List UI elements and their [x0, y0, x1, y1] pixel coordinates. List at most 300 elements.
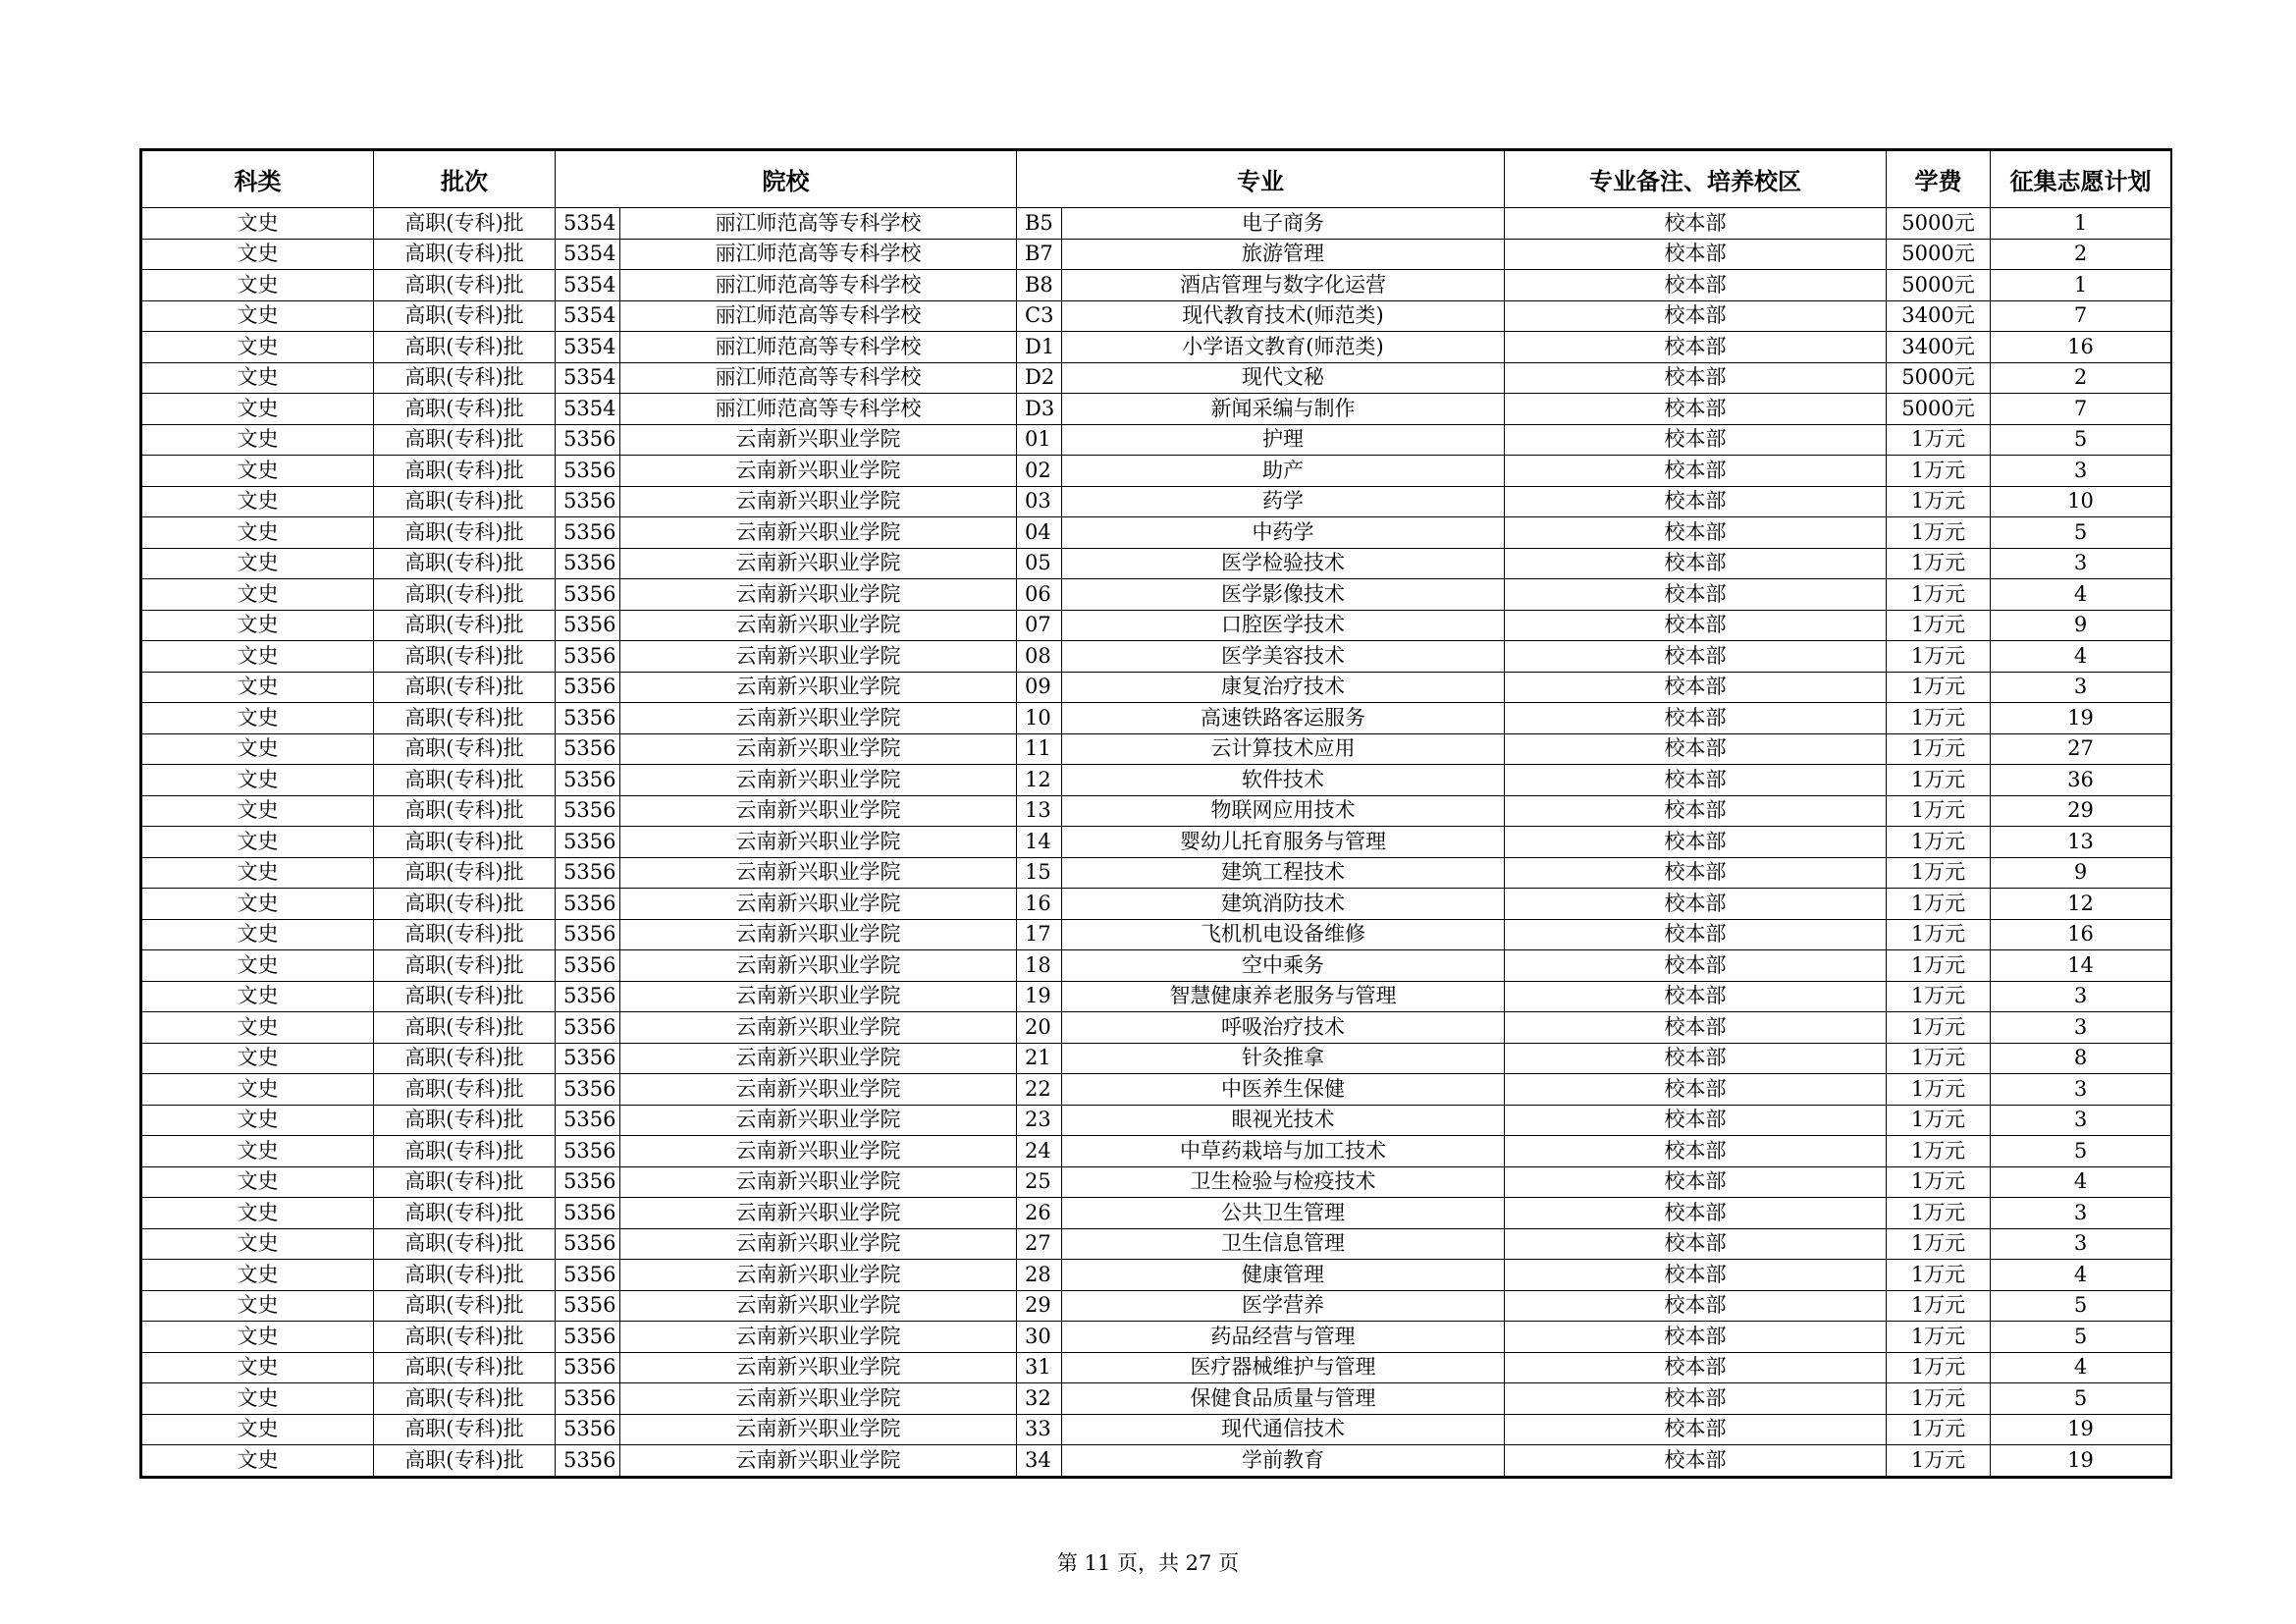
cell-fee: 1万元: [1887, 1012, 1991, 1044]
page-footer: 第 11 页，共 27 页: [1056, 1551, 1240, 1575]
cell-school-name: 云南新兴职业学院: [620, 765, 1017, 796]
cell-major-name: 助产: [1062, 456, 1505, 487]
cell-plan: 3: [1991, 456, 2171, 487]
cell-plan: 3: [1991, 1074, 2171, 1106]
cell-notes: 校本部: [1505, 1012, 1887, 1044]
cell-major-name: 物联网应用技术: [1062, 795, 1505, 827]
cell-subject: 文史: [142, 1383, 374, 1415]
cell-fee: 1万元: [1887, 919, 1991, 950]
cell-major-code: 24: [1017, 1136, 1062, 1167]
cell-plan: 16: [1991, 332, 2171, 363]
cell-fee: 1万元: [1887, 1228, 1991, 1260]
cell-major-code: 01: [1017, 424, 1062, 456]
cell-fee: 1万元: [1887, 1043, 1991, 1074]
cell-batch: 高职(专科)批: [374, 1352, 556, 1383]
cell-batch: 高职(专科)批: [374, 1166, 556, 1198]
cell-subject: 文史: [142, 1166, 374, 1198]
cell-fee: 5000元: [1887, 362, 1991, 394]
cell-plan: 3: [1991, 981, 2171, 1012]
cell-school-code: 5356: [556, 765, 620, 796]
cell-subject: 文史: [142, 919, 374, 950]
cell-subject: 文史: [142, 548, 374, 579]
cell-plan: 3: [1991, 1105, 2171, 1136]
cell-notes: 校本部: [1505, 270, 1887, 301]
cell-school-name: 云南新兴职业学院: [620, 1105, 1017, 1136]
cell-school-code: 5356: [556, 1228, 620, 1260]
table-row: [142, 703, 2171, 734]
cell-school-name: 云南新兴职业学院: [620, 641, 1017, 673]
table-row: [142, 733, 2171, 765]
cell-batch: 高职(专科)批: [374, 548, 556, 579]
cell-school-code: 5356: [556, 1352, 620, 1383]
table-row: [142, 300, 2171, 332]
cell-notes: 校本部: [1505, 1105, 1887, 1136]
cell-batch: 高职(专科)批: [374, 827, 556, 858]
cell-major-code: 32: [1017, 1383, 1062, 1415]
cell-plan: 5: [1991, 1290, 2171, 1322]
cell-school-code: 5356: [556, 733, 620, 765]
cell-notes: 校本部: [1505, 1074, 1887, 1106]
cell-school-name: 云南新兴职业学院: [620, 1198, 1017, 1229]
cell-school-name: 云南新兴职业学院: [620, 1290, 1017, 1322]
cell-notes: 校本部: [1505, 765, 1887, 796]
cell-major-name: 中草药栽培与加工技术: [1062, 1136, 1505, 1167]
cell-major-name: 建筑工程技术: [1062, 857, 1505, 889]
cell-school-name: 云南新兴职业学院: [620, 733, 1017, 765]
table-row: [142, 1166, 2171, 1198]
cell-school-name: 云南新兴职业学院: [620, 703, 1017, 734]
cell-school-name: 云南新兴职业学院: [620, 981, 1017, 1012]
table-row: [142, 610, 2171, 641]
cell-subject: 文史: [142, 889, 374, 920]
cell-notes: 校本部: [1505, 456, 1887, 487]
table-row: [142, 1352, 2171, 1383]
cell-batch: 高职(专科)批: [374, 208, 556, 240]
cell-school-code: 5356: [556, 456, 620, 487]
cell-major-code: 17: [1017, 919, 1062, 950]
header-fee: 学费: [1887, 151, 1991, 208]
cell-major-name: 建筑消防技术: [1062, 889, 1505, 920]
cell-school-name: 丽江师范高等专科学校: [620, 300, 1017, 332]
cell-plan: 5: [1991, 1322, 2171, 1353]
cell-plan: 9: [1991, 610, 2171, 641]
cell-major-code: 10: [1017, 703, 1062, 734]
cell-major-name: 酒店管理与数字化运营: [1062, 270, 1505, 301]
cell-school-code: 5356: [556, 1012, 620, 1044]
cell-major-name: 健康管理: [1062, 1260, 1505, 1291]
cell-notes: 校本部: [1505, 672, 1887, 703]
cell-major-name: 药学: [1062, 486, 1505, 517]
cell-batch: 高职(专科)批: [374, 889, 556, 920]
cell-major-code: 09: [1017, 672, 1062, 703]
cell-batch: 高职(专科)批: [374, 1290, 556, 1322]
cell-major-name: 婴幼儿托育服务与管理: [1062, 827, 1505, 858]
cell-major-name: 康复治疗技术: [1062, 672, 1505, 703]
cell-fee: 1万元: [1887, 1290, 1991, 1322]
cell-major-code: 16: [1017, 889, 1062, 920]
cell-plan: 3: [1991, 1012, 2171, 1044]
header-plan: 征集志愿计划: [1991, 151, 2171, 208]
cell-major-code: 12: [1017, 765, 1062, 796]
cell-fee: 1万元: [1887, 1136, 1991, 1167]
cell-notes: 校本部: [1505, 332, 1887, 363]
cell-notes: 校本部: [1505, 208, 1887, 240]
cell-fee: 1万元: [1887, 456, 1991, 487]
cell-major-code: 22: [1017, 1074, 1062, 1106]
cell-school-name: 云南新兴职业学院: [620, 456, 1017, 487]
cell-plan: 5: [1991, 517, 2171, 549]
table-row: [142, 270, 2171, 301]
cell-batch: 高职(专科)批: [374, 1445, 556, 1477]
cell-subject: 文史: [142, 641, 374, 673]
cell-batch: 高职(专科)批: [374, 733, 556, 765]
cell-notes: 校本部: [1505, 1043, 1887, 1074]
cell-plan: 4: [1991, 579, 2171, 611]
cell-fee: 1万元: [1887, 548, 1991, 579]
cell-fee: 1万元: [1887, 703, 1991, 734]
cell-school-name: 云南新兴职业学院: [620, 889, 1017, 920]
cell-plan: 4: [1991, 1260, 2171, 1291]
table-row: [142, 1136, 2171, 1167]
cell-subject: 文史: [142, 1290, 374, 1322]
cell-plan: 5: [1991, 1136, 2171, 1167]
cell-notes: 校本部: [1505, 1260, 1887, 1291]
cell-subject: 文史: [142, 456, 374, 487]
cell-school-code: 5356: [556, 950, 620, 982]
cell-major-name: 新闻采编与制作: [1062, 394, 1505, 425]
table-row: [142, 1383, 2171, 1415]
cell-major-code: 05: [1017, 548, 1062, 579]
cell-batch: 高职(专科)批: [374, 362, 556, 394]
cell-fee: 1万元: [1887, 1383, 1991, 1415]
cell-school-code: 5356: [556, 1260, 620, 1291]
cell-school-name: 云南新兴职业学院: [620, 424, 1017, 456]
cell-batch: 高职(专科)批: [374, 1260, 556, 1291]
cell-school-code: 5356: [556, 703, 620, 734]
table-row: [142, 827, 2171, 858]
cell-major-code: 07: [1017, 610, 1062, 641]
cell-major-name: 医学营养: [1062, 1290, 1505, 1322]
cell-batch: 高职(专科)批: [374, 1383, 556, 1415]
cell-batch: 高职(专科)批: [374, 610, 556, 641]
cell-major-name: 现代文秘: [1062, 362, 1505, 394]
cell-school-name: 云南新兴职业学院: [620, 827, 1017, 858]
cell-fee: 1万元: [1887, 827, 1991, 858]
cell-school-name: 云南新兴职业学院: [620, 950, 1017, 982]
cell-subject: 文史: [142, 486, 374, 517]
cell-major-code: 08: [1017, 641, 1062, 673]
cell-batch: 高职(专科)批: [374, 950, 556, 982]
cell-fee: 1万元: [1887, 1260, 1991, 1291]
cell-major-name: 卫生检验与检疫技术: [1062, 1166, 1505, 1198]
cell-school-code: 5356: [556, 1198, 620, 1229]
cell-school-code: 5354: [556, 239, 620, 270]
cell-school-code: 5354: [556, 300, 620, 332]
cell-plan: 16: [1991, 919, 2171, 950]
cell-notes: 校本部: [1505, 579, 1887, 611]
cell-batch: 高职(专科)批: [374, 1198, 556, 1229]
cell-major-code: B8: [1017, 270, 1062, 301]
table-row: [142, 394, 2171, 425]
cell-plan: 3: [1991, 672, 2171, 703]
header-school: 院校: [556, 151, 1017, 208]
cell-fee: 3400元: [1887, 332, 1991, 363]
cell-plan: 19: [1991, 703, 2171, 734]
cell-subject: 文史: [142, 239, 374, 270]
cell-subject: 文史: [142, 610, 374, 641]
cell-batch: 高职(专科)批: [374, 1043, 556, 1074]
cell-major-name: 现代教育技术(师范类): [1062, 300, 1505, 332]
cell-subject: 文史: [142, 857, 374, 889]
cell-subject: 文史: [142, 1228, 374, 1260]
cell-major-code: D1: [1017, 332, 1062, 363]
cell-school-code: 5356: [556, 548, 620, 579]
cell-major-code: D2: [1017, 362, 1062, 394]
cell-school-code: 5354: [556, 394, 620, 425]
cell-school-name: 云南新兴职业学院: [620, 1166, 1017, 1198]
cell-fee: 1万元: [1887, 424, 1991, 456]
cell-major-code: 25: [1017, 1166, 1062, 1198]
cell-fee: 1万元: [1887, 610, 1991, 641]
cell-fee: 1万元: [1887, 486, 1991, 517]
header-major: 专业: [1017, 151, 1505, 208]
cell-major-name: 小学语文教育(师范类): [1062, 332, 1505, 363]
cell-school-code: 5356: [556, 1136, 620, 1167]
table-row: [142, 1260, 2171, 1291]
cell-major-code: 27: [1017, 1228, 1062, 1260]
cell-plan: 1: [1991, 270, 2171, 301]
cell-plan: 10: [1991, 486, 2171, 517]
cell-fee: 5000元: [1887, 239, 1991, 270]
cell-school-code: 5356: [556, 981, 620, 1012]
cell-subject: 文史: [142, 1105, 374, 1136]
cell-major-name: 医学检验技术: [1062, 548, 1505, 579]
cell-subject: 文史: [142, 1445, 374, 1477]
cell-major-code: 21: [1017, 1043, 1062, 1074]
cell-school-name: 云南新兴职业学院: [620, 672, 1017, 703]
table-row: [142, 332, 2171, 363]
cell-fee: 1万元: [1887, 641, 1991, 673]
cell-school-code: 5356: [556, 919, 620, 950]
cell-batch: 高职(专科)批: [374, 1136, 556, 1167]
cell-notes: 校本部: [1505, 827, 1887, 858]
admissions-table-sheet: [139, 148, 2172, 1479]
cell-batch: 高职(专科)批: [374, 1105, 556, 1136]
cell-subject: 文史: [142, 950, 374, 982]
cell-major-code: 30: [1017, 1322, 1062, 1353]
cell-fee: 1万元: [1887, 889, 1991, 920]
cell-school-code: 5356: [556, 1074, 620, 1106]
cell-plan: 7: [1991, 394, 2171, 425]
cell-school-name: 丽江师范高等专科学校: [620, 208, 1017, 240]
cell-major-name: 中药学: [1062, 517, 1505, 549]
cell-notes: 校本部: [1505, 300, 1887, 332]
cell-notes: 校本部: [1505, 1136, 1887, 1167]
cell-plan: 2: [1991, 239, 2171, 270]
cell-school-code: 5356: [556, 1414, 620, 1445]
cell-subject: 文史: [142, 765, 374, 796]
cell-major-name: 呼吸治疗技术: [1062, 1012, 1505, 1044]
table-row: [142, 672, 2171, 703]
cell-school-name: 丽江师范高等专科学校: [620, 332, 1017, 363]
cell-subject: 文史: [142, 733, 374, 765]
cell-plan: 19: [1991, 1414, 2171, 1445]
cell-school-code: 5356: [556, 1445, 620, 1477]
cell-major-name: 电子商务: [1062, 208, 1505, 240]
cell-fee: 1万元: [1887, 517, 1991, 549]
table-row: [142, 919, 2171, 950]
cell-subject: 文史: [142, 981, 374, 1012]
cell-plan: 13: [1991, 827, 2171, 858]
cell-major-name: 保健食品质量与管理: [1062, 1383, 1505, 1415]
cell-batch: 高职(专科)批: [374, 456, 556, 487]
table-row: [142, 456, 2171, 487]
cell-major-code: 13: [1017, 795, 1062, 827]
cell-notes: 校本部: [1505, 548, 1887, 579]
cell-subject: 文史: [142, 1352, 374, 1383]
cell-school-name: 云南新兴职业学院: [620, 579, 1017, 611]
cell-school-name: 云南新兴职业学院: [620, 1228, 1017, 1260]
cell-notes: 校本部: [1505, 1290, 1887, 1322]
table-row: [142, 239, 2171, 270]
cell-notes: 校本部: [1505, 950, 1887, 982]
table-row: [142, 362, 2171, 394]
cell-major-code: 31: [1017, 1352, 1062, 1383]
cell-subject: 文史: [142, 424, 374, 456]
cell-school-name: 云南新兴职业学院: [620, 919, 1017, 950]
cell-fee: 1万元: [1887, 795, 1991, 827]
cell-school-code: 5354: [556, 332, 620, 363]
cell-batch: 高职(专科)批: [374, 394, 556, 425]
table-row: [142, 1198, 2171, 1229]
cell-fee: 1万元: [1887, 1074, 1991, 1106]
cell-school-code: 5356: [556, 424, 620, 456]
cell-school-code: 5356: [556, 1383, 620, 1415]
table-row: [142, 486, 2171, 517]
cell-plan: 3: [1991, 548, 2171, 579]
cell-plan: 2: [1991, 362, 2171, 394]
cell-notes: 校本部: [1505, 610, 1887, 641]
cell-fee: 1万元: [1887, 1445, 1991, 1477]
cell-fee: 5000元: [1887, 270, 1991, 301]
cell-batch: 高职(专科)批: [374, 703, 556, 734]
cell-notes: 校本部: [1505, 362, 1887, 394]
cell-notes: 校本部: [1505, 1445, 1887, 1477]
header-notes: 专业备注、培养校区: [1505, 151, 1887, 208]
cell-notes: 校本部: [1505, 857, 1887, 889]
cell-batch: 高职(专科)批: [374, 332, 556, 363]
cell-major-code: 34: [1017, 1445, 1062, 1477]
cell-school-code: 5356: [556, 1166, 620, 1198]
cell-major-code: B5: [1017, 208, 1062, 240]
cell-batch: 高职(专科)批: [374, 1228, 556, 1260]
table-row: [142, 1043, 2171, 1074]
cell-fee: 1万元: [1887, 857, 1991, 889]
cell-school-code: 5356: [556, 795, 620, 827]
cell-notes: 校本部: [1505, 703, 1887, 734]
cell-batch: 高职(专科)批: [374, 300, 556, 332]
cell-major-code: 06: [1017, 579, 1062, 611]
cell-notes: 校本部: [1505, 1198, 1887, 1229]
table-row: [142, 795, 2171, 827]
table-row: [142, 765, 2171, 796]
cell-batch: 高职(专科)批: [374, 641, 556, 673]
cell-school-name: 云南新兴职业学院: [620, 1074, 1017, 1106]
header-subject: 科类: [142, 151, 374, 208]
cell-major-name: 护理: [1062, 424, 1505, 456]
cell-batch: 高职(专科)批: [374, 919, 556, 950]
cell-notes: 校本部: [1505, 1414, 1887, 1445]
cell-major-code: 19: [1017, 981, 1062, 1012]
cell-batch: 高职(专科)批: [374, 1074, 556, 1106]
table-row: [142, 857, 2171, 889]
cell-school-name: 丽江师范高等专科学校: [620, 362, 1017, 394]
cell-subject: 文史: [142, 362, 374, 394]
cell-school-name: 云南新兴职业学院: [620, 1043, 1017, 1074]
cell-notes: 校本部: [1505, 424, 1887, 456]
cell-school-code: 5356: [556, 857, 620, 889]
cell-notes: 校本部: [1505, 1228, 1887, 1260]
table-row: [142, 1445, 2171, 1477]
cell-school-code: 5356: [556, 889, 620, 920]
cell-major-name: 云计算技术应用: [1062, 733, 1505, 765]
cell-notes: 校本部: [1505, 889, 1887, 920]
cell-fee: 1万元: [1887, 733, 1991, 765]
cell-school-name: 云南新兴职业学院: [620, 1012, 1017, 1044]
cell-subject: 文史: [142, 270, 374, 301]
cell-school-code: 5356: [556, 827, 620, 858]
cell-subject: 文史: [142, 579, 374, 611]
table-row: [142, 1228, 2171, 1260]
cell-school-code: 5356: [556, 517, 620, 549]
table-row: [142, 208, 2171, 240]
cell-major-name: 医学影像技术: [1062, 579, 1505, 611]
cell-major-code: 23: [1017, 1105, 1062, 1136]
cell-subject: 文史: [142, 1414, 374, 1445]
cell-major-name: 眼视光技术: [1062, 1105, 1505, 1136]
cell-school-name: 云南新兴职业学院: [620, 1445, 1017, 1477]
cell-subject: 文史: [142, 703, 374, 734]
cell-plan: 4: [1991, 641, 2171, 673]
cell-plan: 1: [1991, 208, 2171, 240]
cell-school-code: 5356: [556, 1322, 620, 1353]
cell-subject: 文史: [142, 1012, 374, 1044]
cell-major-name: 药品经营与管理: [1062, 1322, 1505, 1353]
cell-batch: 高职(专科)批: [374, 486, 556, 517]
cell-subject: 文史: [142, 1260, 374, 1291]
cell-notes: 校本部: [1505, 394, 1887, 425]
cell-major-code: 15: [1017, 857, 1062, 889]
cell-major-name: 针灸推拿: [1062, 1043, 1505, 1074]
cell-plan: 5: [1991, 1383, 2171, 1415]
cell-notes: 校本部: [1505, 919, 1887, 950]
cell-plan: 19: [1991, 1445, 2171, 1477]
cell-subject: 文史: [142, 795, 374, 827]
cell-notes: 校本部: [1505, 239, 1887, 270]
cell-plan: 4: [1991, 1166, 2171, 1198]
cell-fee: 3400元: [1887, 300, 1991, 332]
cell-subject: 文史: [142, 300, 374, 332]
cell-plan: 12: [1991, 889, 2171, 920]
cell-plan: 4: [1991, 1352, 2171, 1383]
cell-fee: 5000元: [1887, 208, 1991, 240]
cell-fee: 5000元: [1887, 394, 1991, 425]
table-row: [142, 1012, 2171, 1044]
cell-subject: 文史: [142, 1198, 374, 1229]
cell-fee: 1万元: [1887, 579, 1991, 611]
table-row: [142, 424, 2171, 456]
cell-major-code: 29: [1017, 1290, 1062, 1322]
